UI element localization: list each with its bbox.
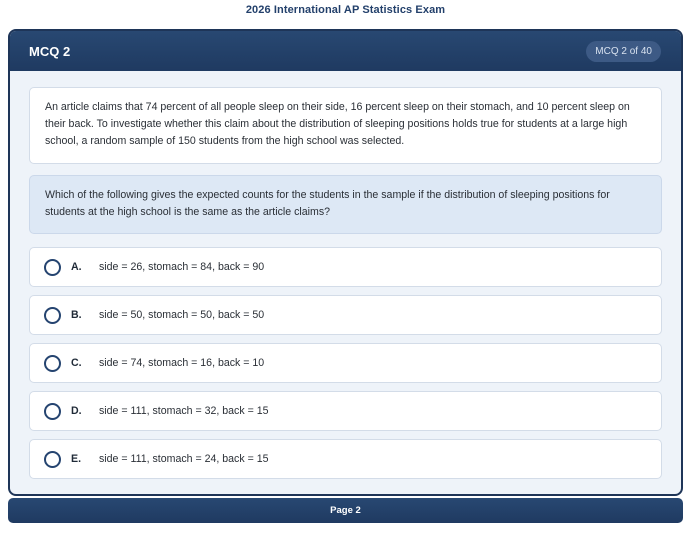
option-text: side = 26, stomach = 84, back = 90 <box>99 261 265 273</box>
option-a[interactable] <box>29 247 662 287</box>
option-d[interactable] <box>29 391 662 431</box>
option-text: side = 50, stomach = 50, back = 50 <box>99 309 265 321</box>
radio-button-a[interactable] <box>44 259 61 276</box>
option-letter: E. <box>71 453 82 465</box>
question-prompt: Which of the following gives the expected counts for the students in the sample if the distribution of sleeping positions for students at the high school is the same as the article claims? <box>29 175 662 234</box>
option-e[interactable] <box>29 439 662 479</box>
radio-button-e[interactable] <box>44 451 61 468</box>
page-number: Page 2 <box>330 505 361 516</box>
option-text: side = 74, stomach = 16, back = 10 <box>99 357 265 369</box>
option-letter: A. <box>71 261 82 273</box>
option-letter: C. <box>71 357 82 369</box>
exam-title: 2026 International AP Statistics Exam <box>245 4 446 16</box>
question-counter-badge: MCQ 2 of 40 <box>586 41 661 62</box>
radio-button-d[interactable] <box>44 403 61 420</box>
question-label: MCQ 2 <box>29 43 71 59</box>
radio-button-b[interactable] <box>44 307 61 324</box>
option-letter: D. <box>71 405 82 417</box>
option-text: side = 111, stomach = 24, back = 15 <box>99 453 269 465</box>
option-c[interactable] <box>29 343 662 383</box>
question-card <box>8 29 683 496</box>
answer-options <box>29 247 662 479</box>
option-b[interactable] <box>29 295 662 335</box>
radio-button-c[interactable] <box>44 355 61 372</box>
page-footer <box>8 498 683 523</box>
option-text: side = 111, stomach = 32, back = 15 <box>99 405 269 417</box>
card-body <box>10 71 681 479</box>
passage-text: An article claims that 74 percent of all people sleep on their side, 16 percent sleep on their stomach, and 10 percent sleep on their back. To investigate whether this claim about the distribution of sleeping positions holds true for students at a large high school, a random sample of 150 students from the high school was selected. <box>29 87 662 164</box>
card-header <box>10 31 681 71</box>
option-letter: B. <box>71 309 82 321</box>
